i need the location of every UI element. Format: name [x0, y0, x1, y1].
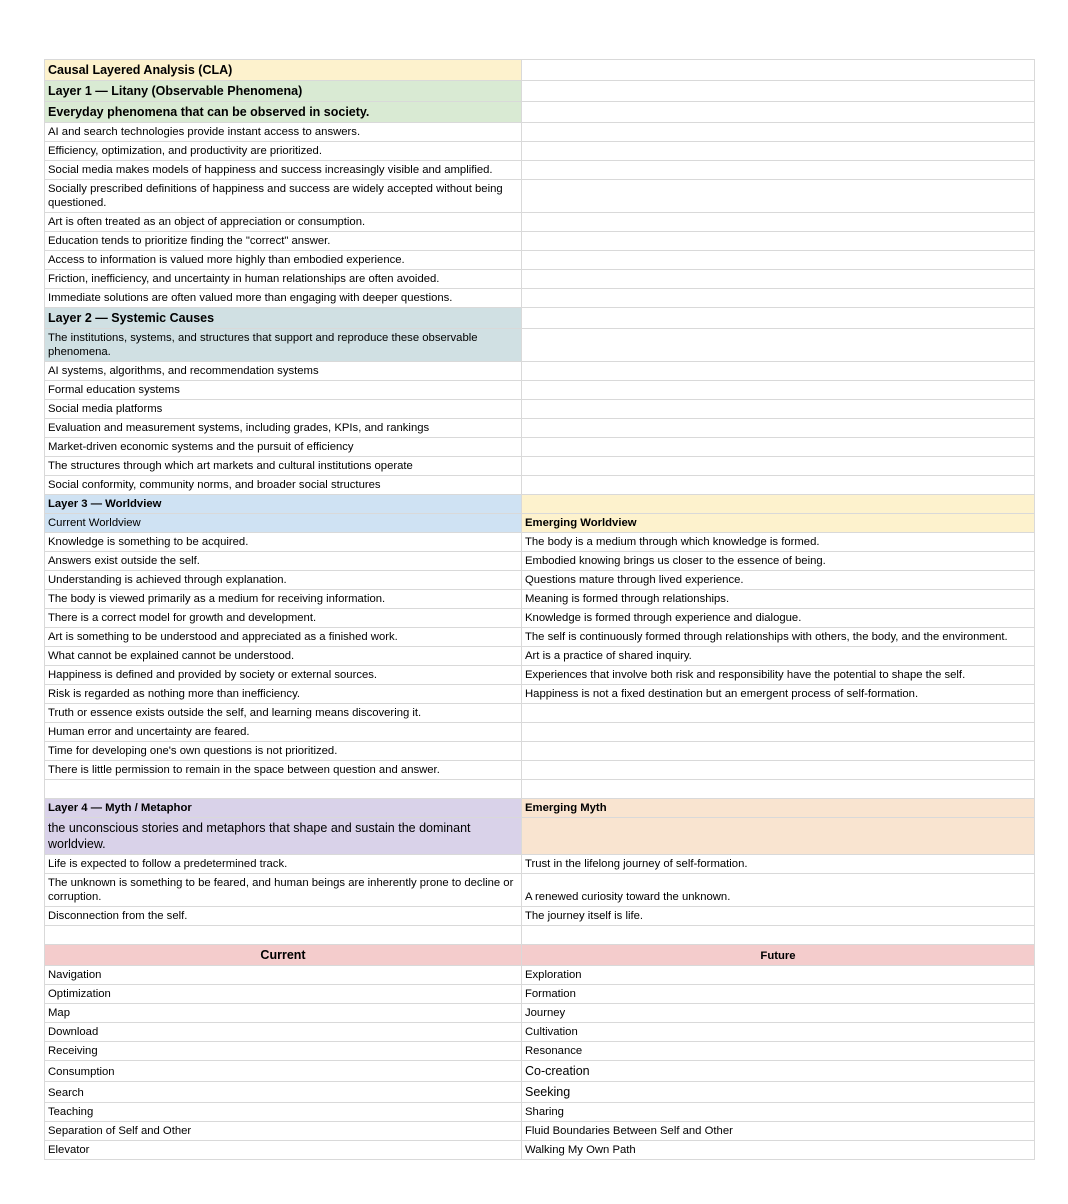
table-row: [45, 1122, 1035, 1141]
empty-cell[interactable]: [522, 780, 1035, 799]
shift-rows: [45, 966, 1035, 1160]
table-row: [45, 1042, 1035, 1061]
current-term[interactable]: Navigation: [45, 966, 522, 985]
blank-row: [45, 926, 1035, 945]
emerging-worldview-item[interactable]: [522, 704, 1035, 723]
empty-cell[interactable]: [522, 102, 1035, 123]
future-term[interactable]: Cultivation: [522, 1023, 1035, 1042]
title-row: [45, 60, 1035, 81]
layer2-heading[interactable]: Layer 2 — Systemic Causes: [45, 308, 522, 329]
empty-cell[interactable]: [522, 818, 1035, 855]
layer3-labels-row: [45, 514, 1035, 533]
current-worldview-item[interactable]: Art is something to be understood and appreciated as a finished work.: [45, 628, 522, 647]
current-myth-item[interactable]: Disconnection from the self.: [45, 907, 522, 926]
table-row: [45, 552, 1035, 571]
layer1-subheading-row: [45, 102, 1035, 123]
current-worldview-item[interactable]: Knowledge is something to be acquired.: [45, 533, 522, 552]
empty-cell[interactable]: [522, 308, 1035, 329]
empty-cell[interactable]: [522, 81, 1035, 102]
layer1-item[interactable]: Education tends to prioritize finding the "correct" answer.: [45, 232, 522, 251]
layer2-subheading-row: [45, 329, 1035, 362]
empty-cell[interactable]: [522, 232, 1035, 251]
cla-table: [44, 59, 1035, 1160]
sheet-title[interactable]: Causal Layered Analysis (CLA): [45, 60, 522, 81]
current-worldview-item[interactable]: There is a correct model for growth and development.: [45, 609, 522, 628]
table-row: [45, 966, 1035, 985]
table-row: [45, 590, 1035, 609]
empty-cell[interactable]: [522, 270, 1035, 289]
current-worldview-item[interactable]: What cannot be explained cannot be understood.: [45, 647, 522, 666]
table-row: [45, 1061, 1035, 1082]
empty-cell[interactable]: [522, 251, 1035, 270]
layer1-item[interactable]: Social media makes models of happiness and success increasingly visible and amplified.: [45, 161, 522, 180]
empty-cell[interactable]: [522, 123, 1035, 142]
empty-cell[interactable]: [522, 213, 1035, 232]
future-term[interactable]: Exploration: [522, 966, 1035, 985]
emerging-myth-item[interactable]: The journey itself is life.: [522, 907, 1035, 926]
table-row: [45, 742, 1035, 761]
layer2-heading-row: [45, 308, 1035, 329]
current-column-header[interactable]: Current: [45, 945, 522, 966]
table-row: [45, 1103, 1035, 1122]
current-term[interactable]: Separation of Self and Other: [45, 1122, 522, 1141]
current-term[interactable]: Optimization: [45, 985, 522, 1004]
future-term[interactable]: Formation: [522, 985, 1035, 1004]
future-term[interactable]: Journey: [522, 1004, 1035, 1023]
emerging-worldview-item[interactable]: [522, 761, 1035, 780]
current-term[interactable]: Search: [45, 1082, 522, 1103]
layer3-heading-row: [45, 495, 1035, 514]
layer2-subheading[interactable]: The institutions, systems, and structures that support and reproduce these observable phenomena.: [45, 329, 522, 362]
table-row: [45, 1082, 1035, 1103]
layer1-item[interactable]: Friction, inefficiency, and uncertainty in human relationships are often avoided.: [45, 270, 522, 289]
layer2-item[interactable]: Market-driven economic systems and the pursuit of efficiency: [45, 438, 522, 457]
layer1-item[interactable]: Access to information is valued more highly than embodied experience.: [45, 251, 522, 270]
emerging-worldview-item[interactable]: Happiness is not a fixed destination but an emergent process of self-formation.: [522, 685, 1035, 704]
emerging-worldview-label[interactable]: Emerging Worldview: [522, 514, 1035, 533]
future-term[interactable]: Sharing: [522, 1103, 1035, 1122]
table-row: [45, 685, 1035, 704]
future-column-header[interactable]: Future: [522, 945, 1035, 966]
table-row: [45, 533, 1035, 552]
empty-cell[interactable]: [522, 161, 1035, 180]
layer3-rows: [45, 533, 1035, 780]
emerging-worldview-item[interactable]: Embodied knowing brings us closer to the essence of being.: [522, 552, 1035, 571]
current-term[interactable]: Map: [45, 1004, 522, 1023]
blank-row: [45, 780, 1035, 799]
current-worldview-item[interactable]: There is little permission to remain in the space between question and answer.: [45, 761, 522, 780]
table-row: [45, 647, 1035, 666]
layer4-subheading[interactable]: the unconscious stories and metaphors that shape and sustain the dominant worldview.: [45, 818, 522, 855]
layer2-item[interactable]: Formal education systems: [45, 381, 522, 400]
current-worldview-item[interactable]: The body is viewed primarily as a medium for receiving information.: [45, 590, 522, 609]
layer1-subheading[interactable]: Everyday phenomena that can be observed in society.: [45, 102, 522, 123]
current-myth-item[interactable]: The unknown is something to be feared, and human beings are inherently prone to decline or corruption.: [45, 874, 522, 907]
table-row: [45, 628, 1035, 647]
future-term[interactable]: Walking My Own Path: [522, 1141, 1035, 1160]
empty-cell[interactable]: [522, 329, 1035, 362]
layer4-rows: [45, 855, 1035, 926]
empty-cell[interactable]: [45, 780, 522, 799]
future-term[interactable]: Seeking: [522, 1082, 1035, 1103]
empty-cell[interactable]: [45, 926, 522, 945]
table-row: [45, 761, 1035, 780]
emerging-myth-item[interactable]: A renewed curiosity toward the unknown.: [522, 874, 1035, 907]
layer2-item[interactable]: The structures through which art markets and cultural institutions operate: [45, 457, 522, 476]
layer2-item[interactable]: Evaluation and measurement systems, including grades, KPIs, and rankings: [45, 419, 522, 438]
layer1-item[interactable]: Socially prescribed definitions of happiness and success are widely accepted without being questioned.: [45, 180, 522, 213]
layer1-item[interactable]: Immediate solutions are often valued more than engaging with deeper questions.: [45, 289, 522, 308]
table-row: [45, 571, 1035, 590]
layer4-subheading-row: [45, 818, 1035, 855]
empty-cell[interactable]: [522, 180, 1035, 213]
empty-cell[interactable]: [522, 400, 1035, 419]
empty-cell[interactable]: [522, 142, 1035, 161]
current-myth-item[interactable]: Life is expected to follow a predetermined track.: [45, 855, 522, 874]
layer2-item[interactable]: Social media platforms: [45, 400, 522, 419]
emerging-worldview-item[interactable]: Experiences that involve both risk and responsibility have the potential to shape the self.: [522, 666, 1035, 685]
current-worldview-item[interactable]: Understanding is achieved through explanation.: [45, 571, 522, 590]
table-row: [45, 1023, 1035, 1042]
empty-cell[interactable]: [522, 381, 1035, 400]
empty-cell[interactable]: [522, 60, 1035, 81]
layer1-item[interactable]: Art is often treated as an object of appreciation or consumption.: [45, 213, 522, 232]
spreadsheet: [44, 59, 1034, 1160]
emerging-worldview-item[interactable]: The body is a medium through which knowledge is formed.: [522, 533, 1035, 552]
table-row: [45, 609, 1035, 628]
emerging-worldview-item[interactable]: Questions mature through lived experience.: [522, 571, 1035, 590]
current-term[interactable]: Consumption: [45, 1061, 522, 1082]
layer2-item[interactable]: Social conformity, community norms, and broader social structures: [45, 476, 522, 495]
emerging-worldview-item[interactable]: [522, 723, 1035, 742]
current-worldview-item[interactable]: Time for developing one's own questions is not prioritized.: [45, 742, 522, 761]
empty-cell[interactable]: [522, 438, 1035, 457]
empty-cell[interactable]: [522, 926, 1035, 945]
emerging-myth-item[interactable]: Trust in the lifelong journey of self-formation.: [522, 855, 1035, 874]
current-term[interactable]: Download: [45, 1023, 522, 1042]
layer1-item[interactable]: Efficiency, optimization, and productivity are prioritized.: [45, 142, 522, 161]
layer1-heading[interactable]: Layer 1 — Litany (Observable Phenomena): [45, 81, 522, 102]
current-worldview-item[interactable]: Answers exist outside the self.: [45, 552, 522, 571]
table-row: [45, 907, 1035, 926]
table-row: [45, 985, 1035, 1004]
empty-cell[interactable]: [522, 495, 1035, 514]
emerging-worldview-item[interactable]: Art is a practice of shared inquiry.: [522, 647, 1035, 666]
layer4-heading-row: [45, 799, 1035, 818]
empty-cell[interactable]: [522, 457, 1035, 476]
empty-cell[interactable]: [522, 289, 1035, 308]
current-worldview-item[interactable]: Truth or essence exists outside the self, and learning means discovering it.: [45, 704, 522, 723]
table-row: [45, 874, 1035, 907]
layer1-heading-row: [45, 81, 1035, 102]
current-worldview-item[interactable]: Risk is regarded as nothing more than inefficiency.: [45, 685, 522, 704]
future-term[interactable]: Resonance: [522, 1042, 1035, 1061]
current-term[interactable]: Receiving: [45, 1042, 522, 1061]
current-term[interactable]: Teaching: [45, 1103, 522, 1122]
empty-cell[interactable]: [522, 476, 1035, 495]
table-row: [45, 666, 1035, 685]
table-row: [45, 723, 1035, 742]
empty-cell[interactable]: [522, 419, 1035, 438]
emerging-worldview-item[interactable]: The self is continuously formed through relationships with others, the body, and the environment.: [522, 628, 1035, 647]
current-worldview-item[interactable]: Human error and uncertainty are feared.: [45, 723, 522, 742]
emerging-worldview-item[interactable]: Knowledge is formed through experience and dialogue.: [522, 609, 1035, 628]
current-term[interactable]: Elevator: [45, 1141, 522, 1160]
table-row: [45, 855, 1035, 874]
future-term[interactable]: Co-creation: [522, 1061, 1035, 1082]
shift-header-row: [45, 945, 1035, 966]
emerging-worldview-item[interactable]: [522, 742, 1035, 761]
current-worldview-label[interactable]: Current Worldview: [45, 514, 522, 533]
table-row: [45, 1004, 1035, 1023]
current-worldview-item[interactable]: Happiness is defined and provided by society or external sources.: [45, 666, 522, 685]
empty-cell[interactable]: [522, 362, 1035, 381]
layer1-item[interactable]: AI and search technologies provide instant access to answers.: [45, 123, 522, 142]
table-row: [45, 1141, 1035, 1160]
emerging-myth-label[interactable]: Emerging Myth: [522, 799, 1035, 818]
layer4-heading[interactable]: Layer 4 — Myth / Metaphor: [45, 799, 522, 818]
layer3-heading[interactable]: Layer 3 — Worldview: [45, 495, 522, 514]
emerging-worldview-item[interactable]: Meaning is formed through relationships.: [522, 590, 1035, 609]
layer2-item[interactable]: AI systems, algorithms, and recommendation systems: [45, 362, 522, 381]
table-row: [45, 704, 1035, 723]
future-term[interactable]: Fluid Boundaries Between Self and Other: [522, 1122, 1035, 1141]
